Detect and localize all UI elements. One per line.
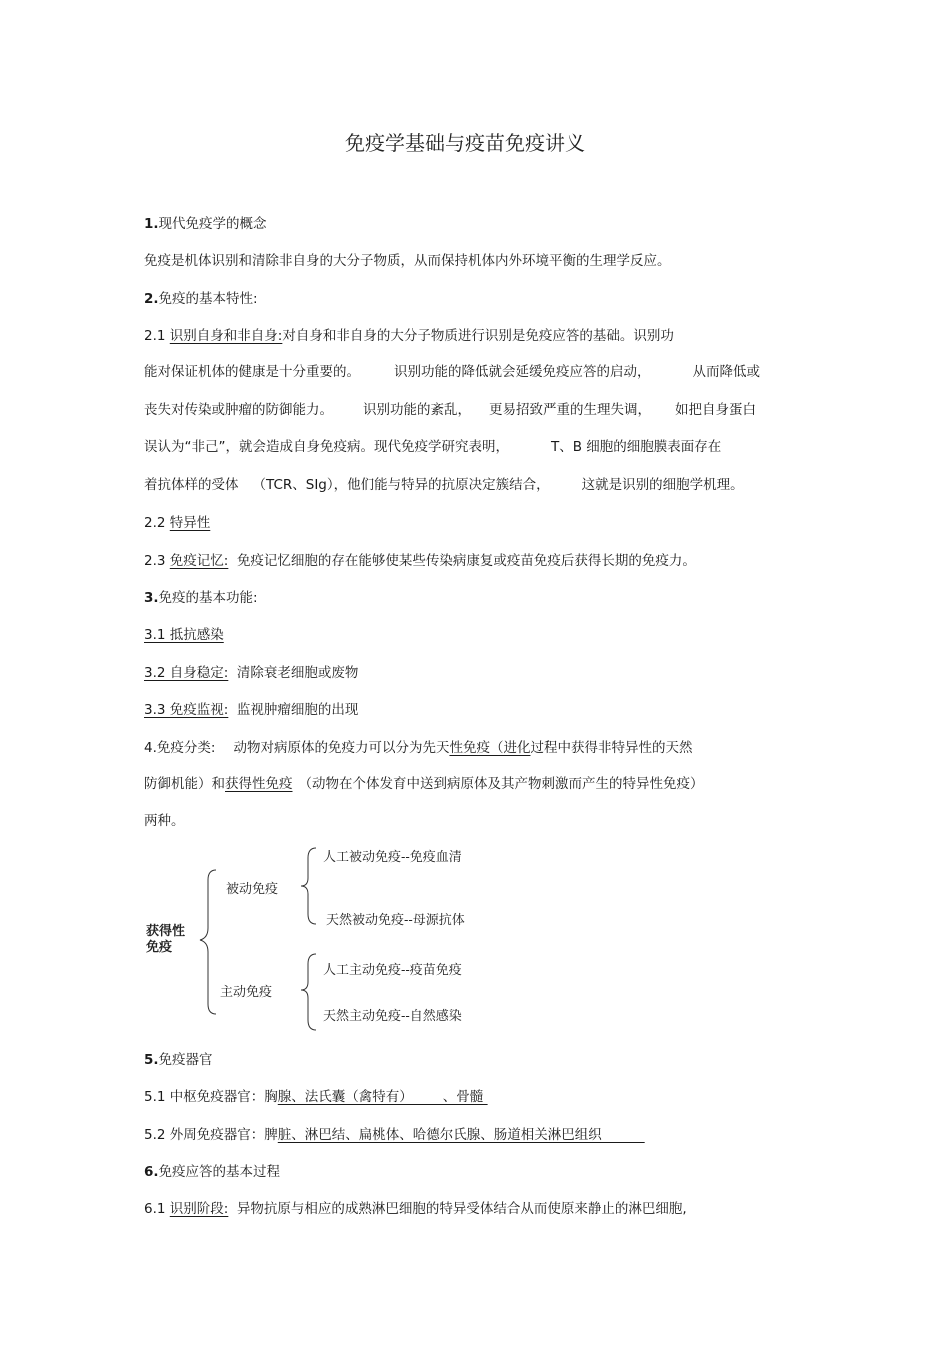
- immunity-classification-diagram: [140, 838, 520, 1038]
- artificial-active-label: 人工主动免疫--疫苗免疫: [323, 963, 462, 978]
- term-underlined: 3.3 免疫监视:: [144, 702, 229, 718]
- subsection-number: 6.1: [144, 1201, 166, 1217]
- term-underlined: 3.1 抵抗感染: [144, 627, 224, 643]
- section-title: 免疫的基本特性:: [158, 291, 258, 307]
- section-2-3: [144, 551, 696, 571]
- term-underlined: 腺、法氏囊（禽特有） 、骨髓: [277, 1089, 488, 1105]
- term-underlined: 性免疫（进化: [449, 740, 531, 756]
- section-title: 免疫的基本功能:: [158, 590, 258, 606]
- text-segment: T、B 细胞的细胞膜表面存在: [551, 439, 722, 455]
- section-title: 免疫应答的基本过程: [158, 1164, 281, 1180]
- section-2-1-line-5: [144, 475, 744, 495]
- section-6-heading: [144, 1162, 280, 1182]
- term-underlined: 识别阶段:: [169, 1201, 229, 1217]
- text-segment: 防御机能）和: [144, 776, 225, 792]
- section-title: 免疫器官: [158, 1052, 213, 1068]
- text-segment: 识别功能的紊乱，: [363, 402, 471, 418]
- text-segment: 动物对病原体的免疫力可以分为先天: [233, 740, 450, 756]
- body-text: 监视肿瘤细胞的出现: [236, 702, 359, 718]
- section-title: 现代免疫学的概念: [158, 216, 267, 232]
- section-5-1: [144, 1087, 488, 1107]
- section-3-3: [144, 700, 358, 720]
- section-3-1: [144, 625, 224, 645]
- text-segment: 5.1 中枢免疫器官：胸: [144, 1089, 278, 1105]
- term-underlined: 免疫记忆:: [169, 553, 229, 569]
- page-title: 免疫学基础与疫苗免疫讲义: [345, 131, 585, 155]
- text-segment: 更易招致严重的生理失调，: [489, 402, 651, 418]
- section-2-1-line-2: [144, 362, 760, 382]
- term-underlined: 获得性免疫: [225, 776, 293, 792]
- section-number: 3.: [144, 590, 159, 606]
- root-label-line-2: 免疫: [146, 940, 173, 955]
- section-2-1-line-4: [144, 437, 721, 457]
- section-1-paragraph: 免疫是机体识别和清除非自身的大分子物质，从而保持机体内外环境平衡的生理学反应。: [144, 253, 671, 269]
- text-segment: 能对保证机体的健康是十分重要的。: [144, 364, 360, 380]
- term-underlined: 识别自身和非自身:: [169, 328, 283, 344]
- text-segment: （动物在个体发育中送到病原体及其产物刺激而产生的特异性免疫）: [298, 776, 704, 792]
- text-segment: 这就是识别的细胞学机理。: [581, 477, 744, 493]
- natural-active-label: 天然主动免疫--自然感染: [323, 1009, 462, 1024]
- root-label-line-1: 获得性: [146, 924, 186, 939]
- section-2-1-line-3: [144, 400, 756, 420]
- natural-passive-label: 天然被动免疫--母源抗体: [326, 913, 465, 928]
- text-segment: 识别功能的降低就会延缓免疫应答的启动，: [394, 364, 651, 380]
- text-segment: 从而降低或: [692, 364, 760, 380]
- body-text: 对自身和非自身的大分子物质进行识别是免疫应答的基础。识别功: [282, 328, 674, 344]
- passive-immunity-label: 被动免疫: [226, 882, 279, 897]
- text-segment: 丧失对传染或肿瘤的防御能力。: [144, 402, 333, 418]
- section-number: 6.: [144, 1164, 159, 1180]
- section-number: 2.: [144, 291, 159, 307]
- section-number: 5.: [144, 1052, 159, 1068]
- text-segment: 误认为“非己”，就会造成自身免疫病。现代免疫学研究表明，: [144, 439, 509, 455]
- subsection-number: 2.2: [144, 515, 166, 531]
- section-number: 1.: [144, 216, 159, 232]
- artificial-passive-label: 人工被动免疫--免疫血清: [323, 850, 462, 865]
- section-6-1: [144, 1199, 687, 1219]
- section-title: 免疫分类:: [156, 740, 216, 756]
- section-4-line-2: [144, 774, 704, 794]
- text-segment: 着抗体样的受体: [144, 477, 239, 493]
- subsection-number: 2.1: [144, 328, 166, 344]
- active-immunity-label: 主动免疫: [220, 985, 273, 1000]
- subsection-number: 2.3: [144, 553, 166, 569]
- section-4-line-3: 两种。: [144, 813, 185, 829]
- text-segment: 如把自身蛋白: [675, 402, 756, 418]
- body-text: 异物抗原与相应的成熟淋巴细胞的特异受体结合从而使原来静止的淋巴细胞,: [236, 1201, 687, 1217]
- section-number: 4.: [144, 740, 157, 756]
- section-5-2: [144, 1125, 645, 1145]
- section-2-2: [144, 513, 210, 533]
- body-text: 免疫记忆细胞的存在能够使某些传染病康复或疫苗免疫后获得长期的免疫力。: [236, 553, 696, 569]
- text-segment: （TCR、SIg），他们能与特异的抗原决定簇结合，: [252, 477, 550, 493]
- term-underlined: 脏、淋巴结、扁桃体、哈德尔氏腺、肠道相关淋巴组织: [277, 1127, 645, 1143]
- term-underlined: 特异性: [169, 515, 211, 531]
- section-5-heading: [144, 1050, 213, 1070]
- term-underlined: 3.2 自身稳定:: [144, 665, 229, 681]
- section-3-2: [144, 663, 358, 683]
- text-segment: 过程中获得非特异性的天然: [530, 740, 693, 756]
- section-4-line-1: [144, 738, 692, 758]
- body-text: 清除衰老细胞或废物: [236, 665, 359, 681]
- section-1-heading: [144, 214, 267, 234]
- section-3-heading: [144, 588, 258, 608]
- text-segment: 5.2 外周免疫器官：脾: [144, 1127, 278, 1143]
- section-2-heading: [144, 289, 258, 309]
- section-2-1-line-1: [144, 326, 674, 346]
